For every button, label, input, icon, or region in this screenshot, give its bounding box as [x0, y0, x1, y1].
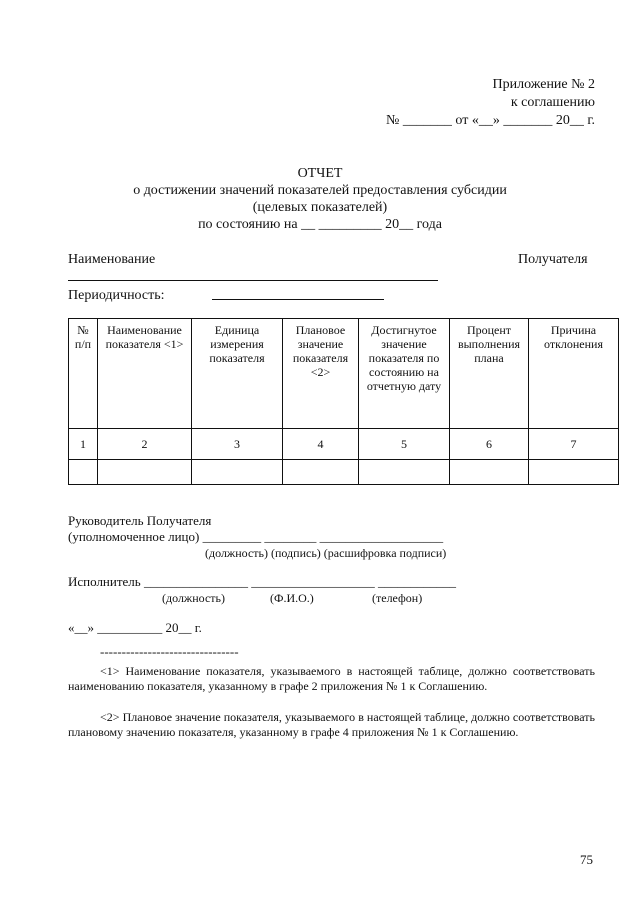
appendix-agreement-number: № _______ от «__» _______ 20__ г.	[386, 113, 595, 128]
table-header-row	[69, 319, 619, 429]
recipient-label-right: Получателя	[518, 252, 588, 267]
executor-caption-name: (Ф.И.О.)	[270, 591, 314, 605]
footnote-1: <1> Наименование показателя, указываемого в настоящей таблице, должно соответствовать наименованию показателя, указанному в графе 2 приложения № 1 к Соглашению.	[68, 664, 595, 693]
table-header-cell: Единица измерения показателя	[192, 319, 283, 429]
table-cell	[69, 460, 98, 485]
footnote-2: <2> Плановое значение показателя, указываемого в настоящей таблице, должно соответствовать плановому значению показателя, указанному в графе 4 приложения № 1 к Соглашению.	[68, 710, 595, 739]
table-cell: 1	[69, 429, 98, 460]
report-subtitle: о достижении значений показателей предоставления субсидии	[133, 183, 507, 198]
table-cell: 2	[98, 429, 192, 460]
report-title: ОТЧЕТ	[297, 166, 343, 181]
table-header-cell: Достигнутое значение показателя по состоянию на отчетную дату	[359, 319, 450, 429]
signature-title: Руководитель Получателя	[68, 513, 212, 528]
report-date-line: по состоянию на __ _________ 20__ года	[198, 217, 442, 232]
page-number: 75	[580, 852, 593, 867]
executor-caption-phone: (телефон)	[372, 591, 423, 605]
signature-captions: (должность) (подпись) (расшифровка подписи)	[205, 546, 447, 560]
executor-line: Исполнитель ________________ ___________________ ____________	[68, 574, 456, 589]
table-cell	[529, 460, 619, 485]
table-cell	[192, 460, 283, 485]
table-cell: 7	[529, 429, 619, 460]
footnote-separator: --------------------------------	[100, 644, 239, 659]
table-cell: 4	[283, 429, 359, 460]
table-cell: 5	[359, 429, 450, 460]
table-row-numbers	[69, 429, 619, 460]
date-line: «__» __________ 20__ г.	[68, 620, 202, 635]
report-table	[68, 318, 619, 485]
recipient-label: Наименование	[68, 252, 156, 267]
appendix-title: Приложение № 2	[492, 77, 595, 92]
table-header-cell: Процент выполнения плана	[450, 319, 529, 429]
table-cell: 6	[450, 429, 529, 460]
periodicity-line	[212, 299, 384, 300]
periodicity-label: Периодичность:	[68, 288, 165, 303]
table-cell	[450, 460, 529, 485]
table-cell: 3	[192, 429, 283, 460]
report-subtitle-targets: (целевых показателей)	[252, 200, 388, 215]
table-row-empty	[69, 460, 619, 485]
table-header-cell: Плановое значение показателя <2>	[283, 319, 359, 429]
table-header-cell: № п/п	[69, 319, 98, 429]
table-cell	[359, 460, 450, 485]
signature-line: (уполномоченное лицо) _________ ________ ___________________	[68, 529, 444, 544]
recipient-name-line	[68, 280, 438, 281]
table-cell	[283, 460, 359, 485]
appendix-agreement: к соглашению	[510, 95, 595, 110]
table-cell	[98, 460, 192, 485]
table-header-cell: Причина отклонения	[529, 319, 619, 429]
table-header-cell: Наименование показателя <1>	[98, 319, 192, 429]
executor-caption-position: (должность)	[162, 591, 225, 605]
